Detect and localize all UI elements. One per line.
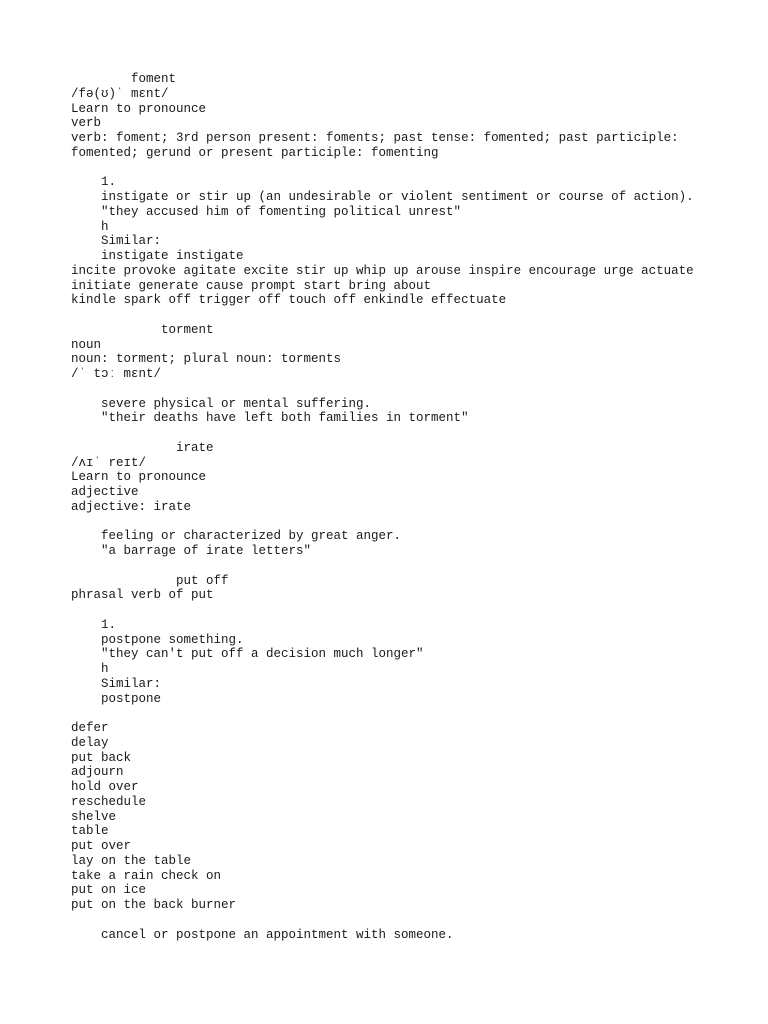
text-line: torment	[71, 322, 214, 337]
text-line: instigate or stir up (an undesirable or violent sentiment or course of action).	[71, 190, 694, 204]
text-line: noun	[71, 337, 102, 352]
text-line: phrasal verb of put	[71, 588, 214, 603]
text-line: kindle spark off trigger off touch off enkindle effectuate	[71, 293, 507, 308]
text-line: "a barrage of irate letters"	[71, 544, 312, 558]
text-line: adjective	[71, 485, 139, 499]
text-line: put on the back burner	[71, 898, 237, 912]
text-line: defer	[71, 721, 109, 735]
text-line: delay	[71, 735, 109, 750]
text-line: /ʌɪˈ reɪt/	[71, 455, 147, 470]
text-line: instigate instigate	[71, 249, 244, 263]
text-line: severe physical or mental suffering.	[71, 396, 372, 411]
text-line: feeling or characterized by great anger.	[71, 529, 402, 544]
text-line: incite provoke agitate excite stir up whip up arouse inspire encourage urge actuate	[71, 263, 694, 278]
text-line: put back	[71, 750, 132, 765]
text-line: /fə(ʊ)ˈ mɛnt/	[71, 86, 169, 101]
text-line: Learn to pronounce	[71, 101, 207, 116]
text-line: Similar:	[71, 676, 162, 691]
text-line: 1.	[71, 617, 117, 632]
text-line: verb	[71, 116, 102, 131]
text-line: "their deaths have left both families in torment"	[71, 411, 469, 426]
text-line: foment	[71, 72, 177, 86]
text-line: h	[71, 662, 109, 676]
text-line: put over	[71, 839, 132, 853]
text-line: postpone	[71, 691, 162, 706]
text-line: put on ice	[71, 883, 147, 898]
text-line: "they accused him of fomenting political unrest"	[71, 204, 462, 219]
text-line: postpone something.	[71, 632, 244, 647]
text-line: lay on the table	[71, 853, 192, 868]
text-line: verb: foment; 3rd person present: foments; past tense: fomented; past participle:	[71, 131, 679, 145]
text-line: hold over	[71, 780, 139, 794]
text-line: h	[71, 219, 109, 234]
text-line: irate	[71, 440, 214, 455]
text-line: table	[71, 824, 109, 839]
text-line: 1.	[71, 175, 117, 190]
text-line: noun: torment; plural noun: torments	[71, 352, 342, 367]
text-line: take a rain check on	[71, 868, 222, 883]
text-line: Learn to pronounce	[71, 470, 207, 485]
text-line: Similar:	[71, 234, 162, 249]
text-line: cancel or postpone an appointment with someone.	[71, 927, 454, 942]
text-line: initiate generate cause prompt start bring about	[71, 278, 432, 293]
text-line: put off	[71, 573, 229, 588]
text-line: adjourn	[71, 765, 124, 780]
text-line: fomented; gerund or present participle: fomenting	[71, 145, 439, 160]
text-line: adjective: irate	[71, 499, 192, 514]
text-line: reschedule	[71, 794, 147, 809]
text-line: /ˈ tɔː mɛnt/	[71, 367, 162, 381]
text-line: shelve	[71, 809, 117, 824]
text-line: "they can't put off a decision much longer"	[71, 647, 424, 662]
